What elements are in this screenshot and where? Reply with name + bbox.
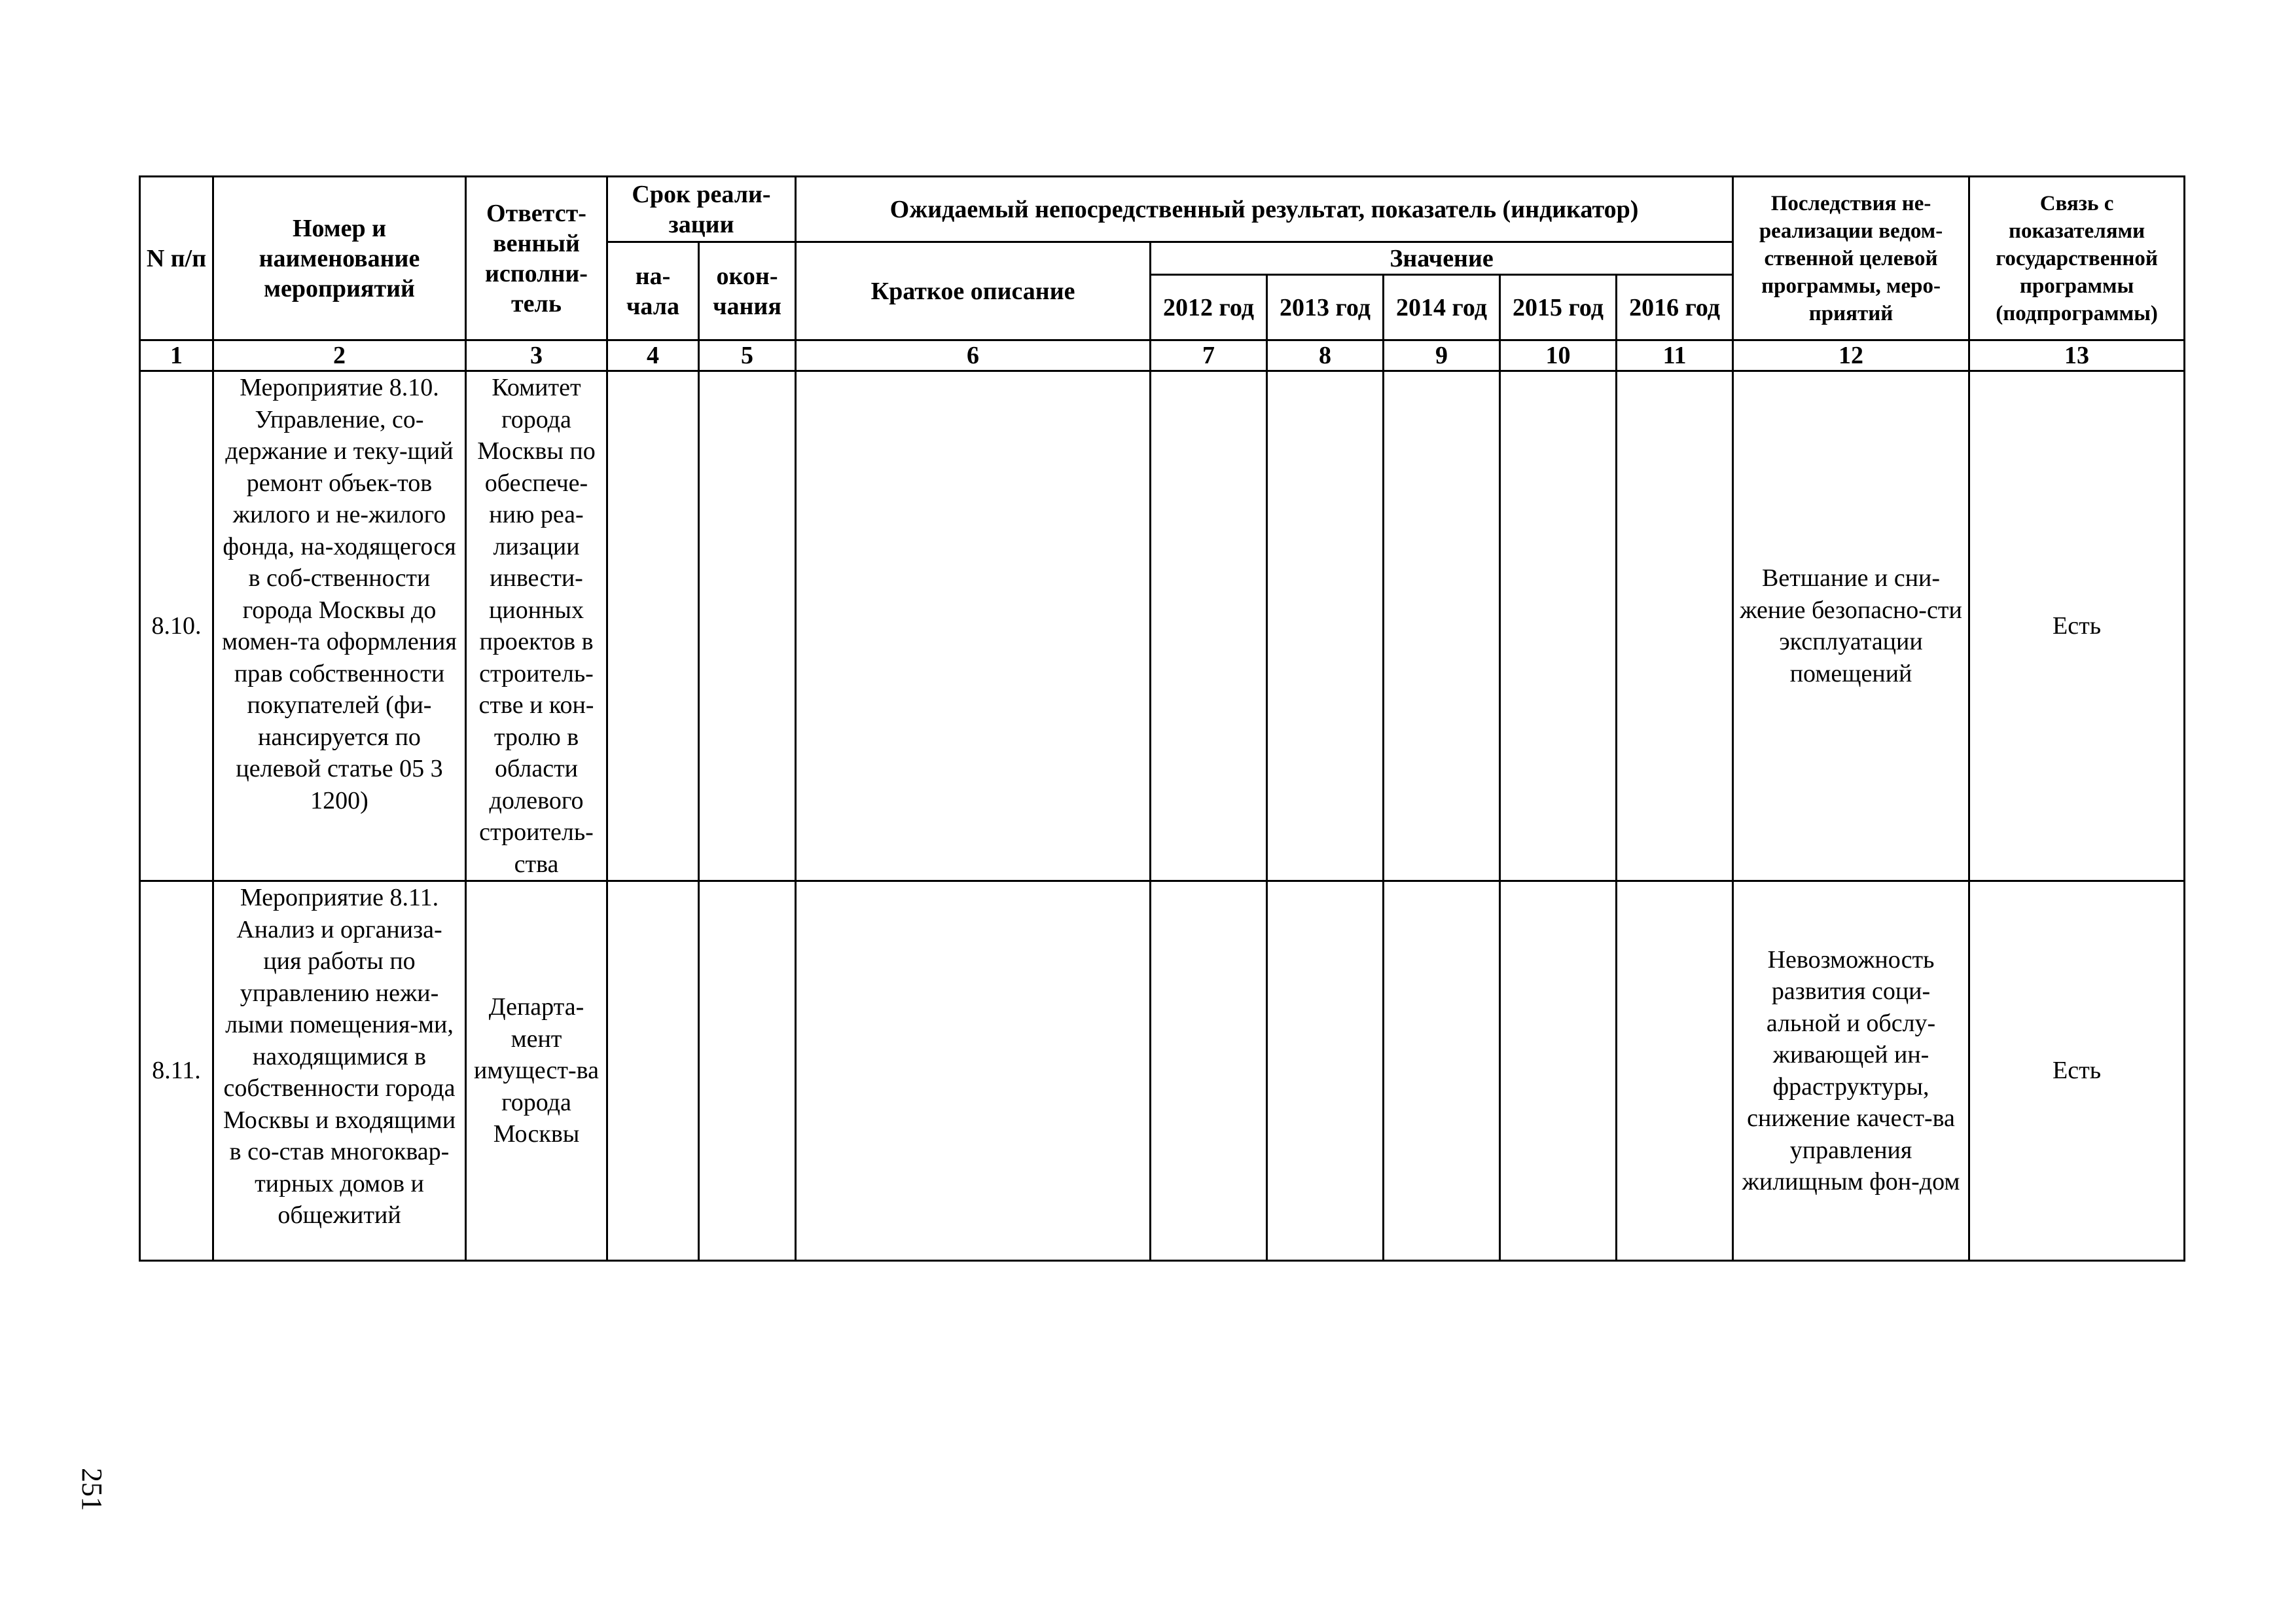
header-year-2015: 2015 год bbox=[1500, 275, 1617, 340]
column-number: 10 bbox=[1500, 340, 1617, 371]
consequences: Невозможность развития соци-альной и обслу-живающей ин-фраструктуры, снижение качест-ва управления жилищным фон-дом bbox=[1733, 881, 1969, 1261]
value-2014 bbox=[1384, 371, 1500, 881]
term-end bbox=[699, 371, 796, 881]
value-2013 bbox=[1267, 371, 1384, 881]
column-number: 6 bbox=[796, 340, 1151, 371]
column-number: 8 bbox=[1267, 340, 1384, 371]
row-number: 8.11. bbox=[140, 881, 213, 1261]
column-number: 13 bbox=[1969, 340, 2185, 371]
column-number: 2 bbox=[213, 340, 466, 371]
header-num: N п/п bbox=[140, 177, 213, 340]
value-2014 bbox=[1384, 881, 1500, 1261]
header-term-end: окон-чания bbox=[699, 242, 796, 340]
value-2015 bbox=[1500, 881, 1617, 1261]
column-number: 11 bbox=[1617, 340, 1733, 371]
column-number: 3 bbox=[466, 340, 607, 371]
header-year-2013: 2013 год bbox=[1267, 275, 1384, 340]
column-number: 12 bbox=[1733, 340, 1969, 371]
column-number: 5 bbox=[699, 340, 796, 371]
term-start bbox=[607, 881, 699, 1261]
responsible-executor: Комитет города Москвы по обеспече-нию реа-лизации инвести-ционных проектов в строитель-стве и кон-тролю в области долевого строитель-ства bbox=[466, 371, 607, 881]
header-consequences: Последствия не-реализации ведом-ственной целевой программы, меро-приятий bbox=[1733, 177, 1969, 340]
header-term-start: на-чала bbox=[607, 242, 699, 340]
column-number: 9 bbox=[1384, 340, 1500, 371]
column-number-row bbox=[140, 340, 2185, 371]
header-short-description: Краткое описание bbox=[796, 242, 1151, 340]
column-number: 1 bbox=[140, 340, 213, 371]
header-year-2016: 2016 год bbox=[1617, 275, 1733, 340]
column-number: 7 bbox=[1151, 340, 1267, 371]
short-description bbox=[796, 371, 1151, 881]
header-year-2014: 2014 год bbox=[1384, 275, 1500, 340]
column-number: 4 bbox=[607, 340, 699, 371]
table-row bbox=[140, 881, 2185, 1261]
header-expected-result: Ожидаемый непосредственный результат, показатель (индикатор) bbox=[796, 177, 1733, 242]
value-2012 bbox=[1151, 881, 1267, 1261]
consequences: Ветшание и сни-жение безопасно-сти эксплуатации помещений bbox=[1733, 371, 1969, 881]
program-link: Есть bbox=[1969, 881, 2185, 1261]
term-end bbox=[699, 881, 796, 1261]
header-row-1 bbox=[140, 177, 2185, 242]
program-table bbox=[139, 175, 2185, 1262]
program-link: Есть bbox=[1969, 371, 2185, 881]
value-2015 bbox=[1500, 371, 1617, 881]
value-2012 bbox=[1151, 371, 1267, 881]
header-program-link: Связь с показателями государственной программы (подпрограммы) bbox=[1969, 177, 2185, 340]
header-term: Срок реали-зации bbox=[607, 177, 796, 242]
header-year-2012: 2012 год bbox=[1151, 275, 1267, 340]
term-start bbox=[607, 371, 699, 881]
measure-name: Мероприятие 8.11. Анализ и организа-ция работы по управлению нежи-лыми помещения-ми, находящимися в собственности города Москвы и входящими в со-став многоквар-тирных домов и общежитий bbox=[213, 881, 466, 1261]
page-number: 251 bbox=[76, 1468, 108, 1511]
value-2016 bbox=[1617, 371, 1733, 881]
header-value: Значение bbox=[1151, 242, 1733, 275]
value-2013 bbox=[1267, 881, 1384, 1261]
measure-name: Мероприятие 8.10. Управление, со-держание и теку-щий ремонт объек-тов жилого и не-жилого фонда, на-ходящегося в соб-ственности города Москвы до момен-та оформления прав собственности покупателей (фи-нансируется по целевой статье 05 3 1200) bbox=[213, 371, 466, 881]
table-row bbox=[140, 371, 2185, 881]
short-description bbox=[796, 881, 1151, 1261]
value-2016 bbox=[1617, 881, 1733, 1261]
header-measure: Номер и наименование мероприятий bbox=[213, 177, 466, 340]
row-number: 8.10. bbox=[140, 371, 213, 881]
header-executor: Ответст-венный исполни-тель bbox=[466, 177, 607, 340]
responsible-executor: Департа-мент имущест-ва города Москвы bbox=[466, 881, 607, 1261]
